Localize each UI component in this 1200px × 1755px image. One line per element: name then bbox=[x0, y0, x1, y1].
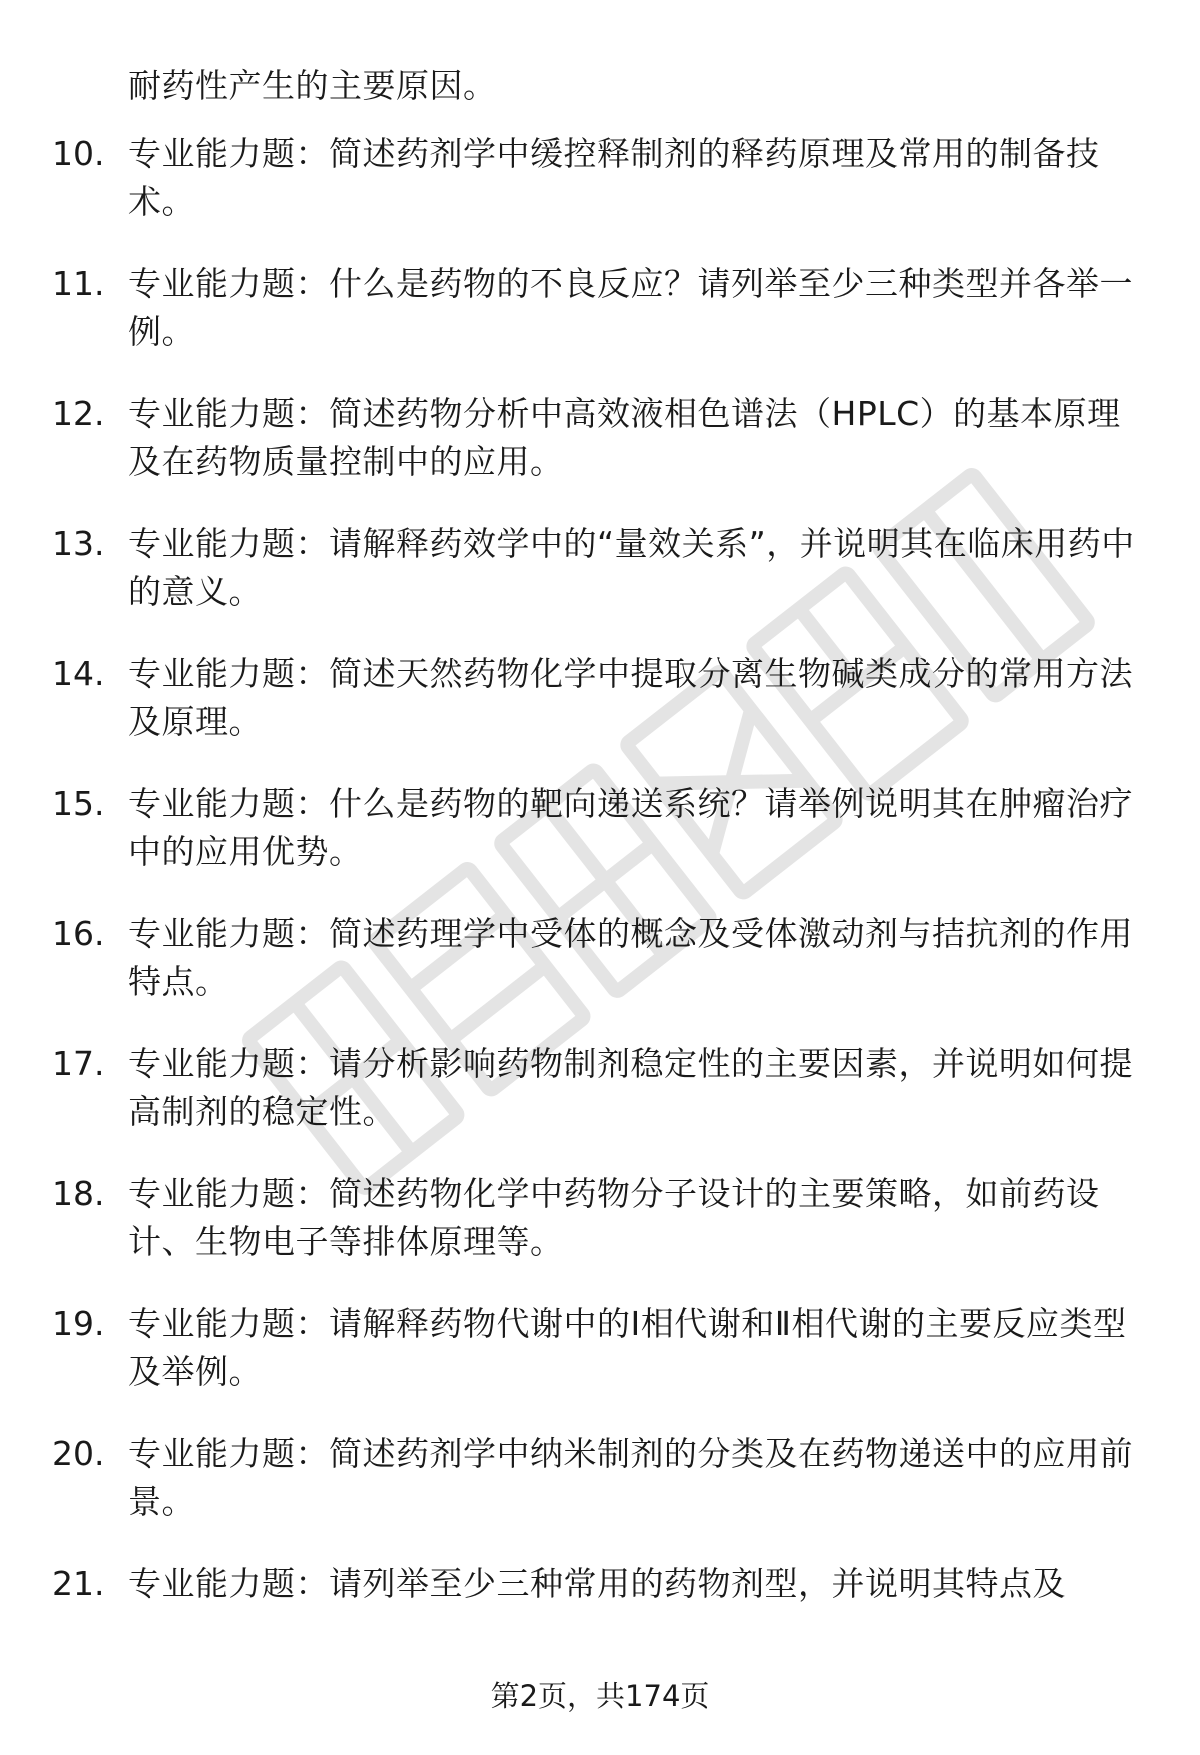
question-number: 16. bbox=[52, 914, 105, 953]
question-text: 专业能力题：简述药物分析中高效液相色谱法（HPLC）的基本原理及在药物质量控制中的应用。 bbox=[128, 394, 1121, 481]
question-text: 专业能力题：什么是药物的靶向递送系统？请举例说明其在肿瘤治疗中的应用优势。 bbox=[128, 784, 1133, 871]
question-item bbox=[0, 520, 1200, 650]
question-number: 21. bbox=[52, 1564, 105, 1603]
continuation-text: 耐药性产生的主要原因。 bbox=[128, 66, 497, 105]
question-text: 专业能力题：简述药物化学中药物分子设计的主要策略，如前药设计、生物电子等排体原理等。 bbox=[128, 1174, 1100, 1261]
question-number: 14. bbox=[52, 654, 105, 693]
question-item bbox=[0, 1560, 1200, 1690]
question-text: 专业能力题：请解释药物代谢中的Ⅰ相代谢和Ⅱ相代谢的主要反应类型及举例。 bbox=[128, 1304, 1127, 1391]
question-item bbox=[0, 780, 1200, 910]
question-number: 17. bbox=[52, 1044, 105, 1083]
question-item bbox=[0, 260, 1200, 390]
question-number: 12. bbox=[52, 394, 105, 433]
question-list bbox=[0, 130, 1200, 1690]
page-footer: 第2页，共174页 bbox=[490, 1679, 710, 1713]
question-text: 专业能力题：请解释药效学中的“量效关系”，并说明其在临床用药中的意义。 bbox=[128, 524, 1135, 611]
question-item bbox=[0, 910, 1200, 1040]
question-number: 19. bbox=[52, 1304, 105, 1343]
question-item bbox=[0, 1430, 1200, 1560]
question-number: 20. bbox=[52, 1434, 105, 1473]
question-text: 专业能力题：简述药理学中受体的概念及受体激动剂与拮抗剂的作用特点。 bbox=[128, 914, 1133, 1001]
question-text: 专业能力题：简述药剂学中纳米制剂的分类及在药物递送中的应用前景。 bbox=[128, 1434, 1133, 1521]
question-text: 专业能力题：简述天然药物化学中提取分离生物碱类成分的常用方法及原理。 bbox=[128, 654, 1133, 741]
question-item bbox=[0, 390, 1200, 520]
question-number: 10. bbox=[52, 134, 105, 173]
question-number: 11. bbox=[52, 264, 105, 303]
question-text: 专业能力题：简述药剂学中缓控释制剂的释药原理及常用的制备技术。 bbox=[128, 134, 1100, 221]
question-item bbox=[0, 1170, 1200, 1300]
question-item bbox=[0, 1300, 1200, 1430]
question-text: 专业能力题：请分析影响药物制剂稳定性的主要因素，并说明如何提高制剂的稳定性。 bbox=[128, 1044, 1133, 1131]
question-item bbox=[0, 130, 1200, 260]
question-number: 18. bbox=[52, 1174, 105, 1213]
question-item bbox=[0, 1040, 1200, 1170]
question-item bbox=[0, 650, 1200, 780]
question-text: 专业能力题：什么是药物的不良反应？请列举至少三种类型并各举一例。 bbox=[128, 264, 1133, 351]
question-number: 13. bbox=[52, 524, 105, 563]
question-text: 专业能力题：请列举至少三种常用的药物剂型，并说明其特点及 bbox=[128, 1564, 1066, 1603]
question-number: 15. bbox=[52, 784, 105, 823]
